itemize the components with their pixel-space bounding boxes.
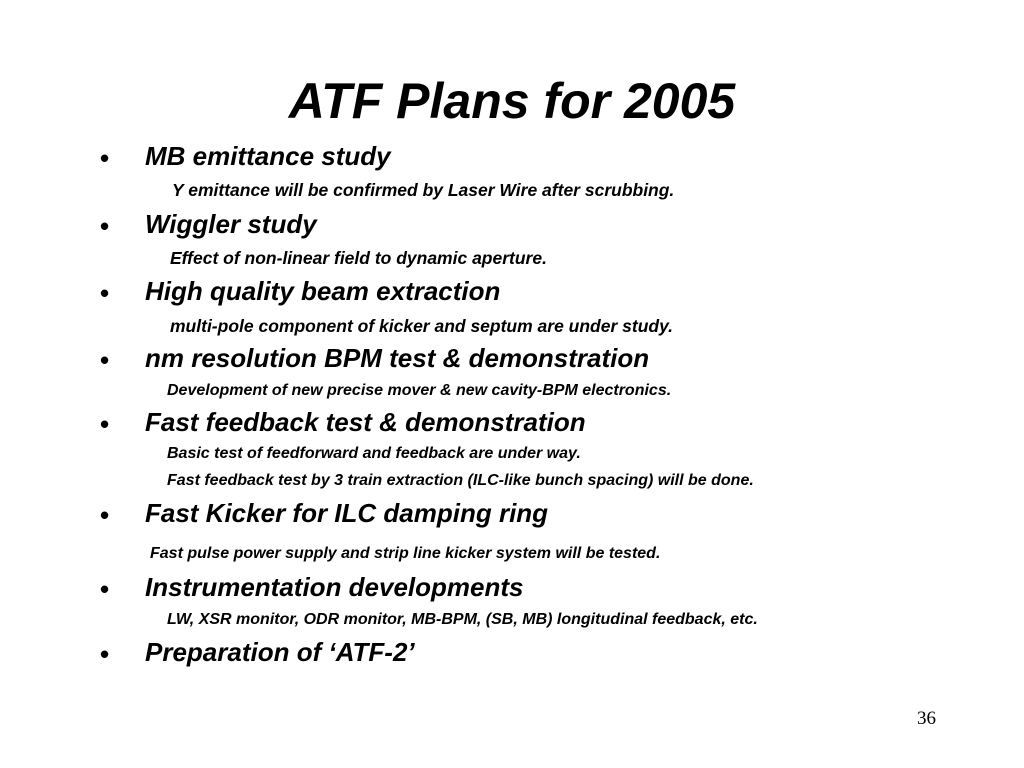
bullet-heading: High quality beam extraction: [145, 276, 501, 306]
bullet-heading: nm resolution BPM test & demonstration: [145, 343, 650, 373]
slide-title: ATF Plans for 2005: [288, 73, 736, 129]
bullet-detail: Fast feedback test by 3 train extraction (ILC-like bunch spacing) will be done.: [167, 472, 754, 489]
bullet-detail: Fast pulse power supply and strip line kicker system will be tested.: [150, 545, 661, 562]
bullet-heading: Fast Kicker for ILC damping ring: [145, 498, 549, 528]
bullet-icon: •: [100, 211, 110, 241]
bullet-heading: Fast feedback test & demonstration: [145, 407, 586, 437]
bullet-detail: Basic test of feedforward and feedback are under way.: [167, 445, 581, 462]
bullet-detail: LW, XSR monitor, ODR monitor, MB-BPM, (SB, MB) longitudinal feedback, etc.: [167, 611, 758, 628]
bullet-icon: •: [100, 574, 110, 604]
bullet-detail: Development of new precise mover & new cavity-BPM electronics.: [167, 382, 672, 399]
bullet-icon: •: [100, 278, 110, 308]
bullet-detail: Y emittance will be confirmed by Laser Wire after scrubbing.: [172, 180, 675, 200]
bullet-heading: MB emittance study: [145, 141, 391, 171]
page-number: 36: [917, 708, 936, 729]
bullet-icon: •: [100, 639, 110, 669]
bullet-heading: Instrumentation developments: [145, 572, 524, 602]
bullet-icon: •: [100, 500, 110, 530]
bullet-detail: Effect of non-linear field to dynamic aperture.: [170, 248, 547, 268]
bullet-heading: Wiggler study: [145, 209, 317, 239]
bullet-icon: •: [100, 143, 110, 173]
bullet-detail: multi-pole component of kicker and septum are under study.: [170, 316, 674, 336]
bullet-heading: Preparation of ‘ATF-2’: [145, 637, 415, 667]
bullet-icon: •: [100, 409, 110, 439]
bullet-icon: •: [100, 345, 110, 375]
